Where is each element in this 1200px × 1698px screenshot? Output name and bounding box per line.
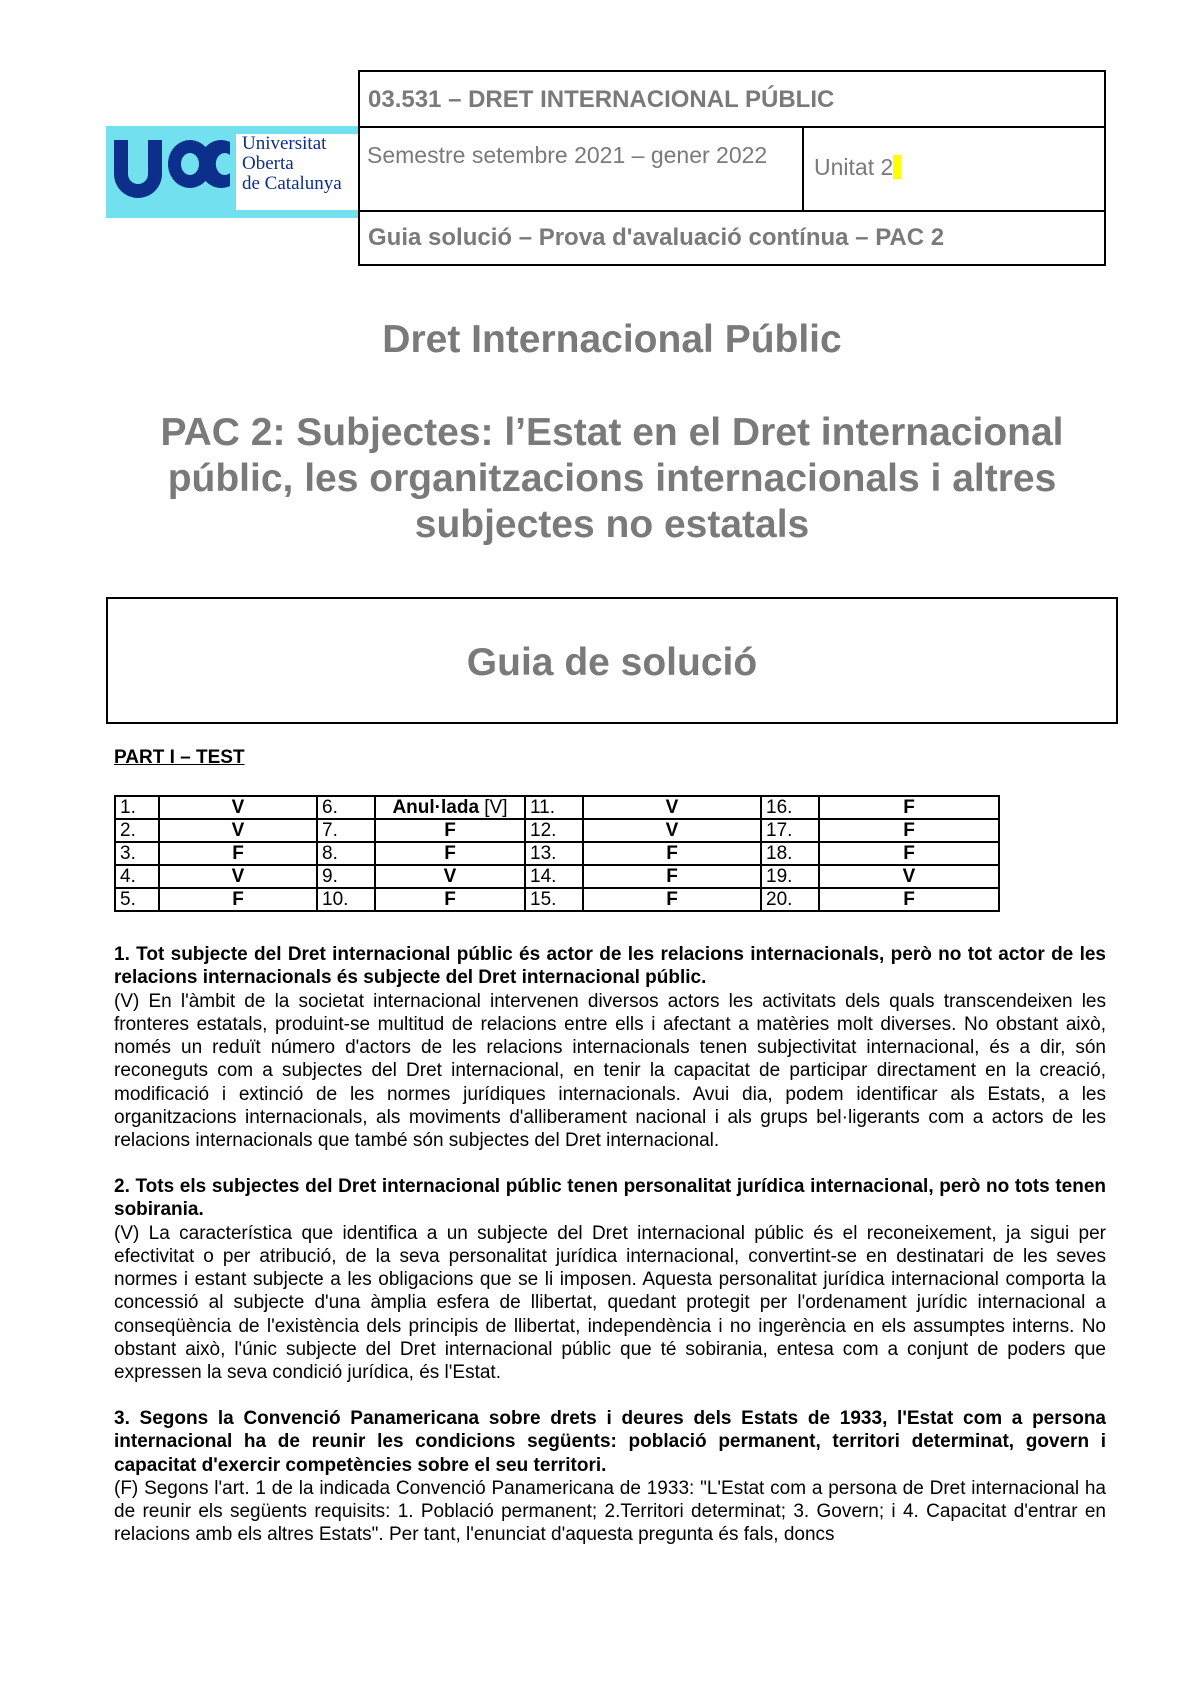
question-text: 3. Segons la Convenció Panamericana sobre drets i deures dels Estats de 1933, l'Estat com a persona internacional ha de reunir les condicions següents: població permanent, territori determinat, govern i capacitat d'exercir competències sobre el seu territori. <box>114 1408 1106 1476</box>
highlight-mark <box>893 155 901 179</box>
answer-value <box>375 842 525 865</box>
answers-row <box>115 819 999 842</box>
answers-row <box>115 796 999 819</box>
answer-value-text: V <box>665 797 679 818</box>
answer-text: (V) En l'àmbit de la societat internacional intervenen diversos actors les activitats dels quals transcendeixen les fronteres estatals, produint-se multitud de relacions entre ells i afectant a matèries molt diverses. No obstant això, només un reduït número d'actors de les relacions internacionals tenen subjectivitat internacional, és a dir, són reconeguts com a subjectes del Dret internacional, en tenir la capacitat de participar directament en la creació, modificació i extinció de les normes jurídiques internacionals. Avui dia, podem identificar als Estats, a les organitzacions internacionals, als moviments d'alliberament nacional i als grups bel·ligerants com a actors de les relacions internacionals que també són subjectes del Dret internacional. <box>114 990 1106 1152</box>
answer-number: 11. <box>525 796 583 819</box>
answer-value <box>819 842 999 865</box>
answer-number: 18. <box>761 842 819 865</box>
answer-number: 1. <box>115 796 159 819</box>
answer-number: 3. <box>115 842 159 865</box>
logo-line: de Catalunya <box>242 173 342 194</box>
answer-text: (V) La característica que identifica a un subjecte del Dret internacional públic és el reconeixement, ja sigui per efectivitat o per atribució, de la seva personalitat jurídica internacional, convertint-se en destinatari de les seves normes i estant subjecte a les obligacions que se li imposen. Aquesta personalitat jurídica internacional comporta la concessió al subjecte d'una àmplia esfera de llibertat, quedant protegit per l'ordenament jurídic internacional a conseqüència de l'existència dels principis de llibertat, independència i no ingerència en els assumptes interns. No obstant això, l'únic subjecte del Dret internacional públic que té sobirania, entesa com a conjunt de poders que expressen la seva condició jurídica, és l'Estat. <box>114 1222 1106 1384</box>
answers-table <box>114 795 1000 912</box>
uoc-logo-text <box>236 134 358 210</box>
document-title: Dret Internacional Públic <box>382 318 842 361</box>
answer-value <box>375 796 525 819</box>
answer-value <box>159 888 317 911</box>
subtitle-line: PAC 2: Subjectes: l’Estat en el Dret internacional <box>160 411 1064 454</box>
guide-box-title: Guia de solució <box>466 641 758 684</box>
answer-value <box>375 819 525 842</box>
subtitle-line: subjectes no estatals <box>414 503 810 546</box>
uoc-logo <box>106 126 358 218</box>
answer-value <box>375 888 525 911</box>
answer-value-text: F <box>232 889 244 910</box>
answer-value-text: F <box>666 889 678 910</box>
answer-value <box>583 819 761 842</box>
header-guide-row <box>360 212 1104 264</box>
header-box <box>358 70 1106 266</box>
answer-value-text: F <box>903 889 915 910</box>
answer-value <box>159 819 317 842</box>
answer-number: 13. <box>525 842 583 865</box>
answer-text: (F) Segons l'art. 1 de la indicada Convenció Panamericana de 1933: "L'Estat com a persona de Dret internacional ha de reunir els següents requisits: 1. Població permanent; 2.Territori determinat; 3. Govern; i 4. Capacitat d'entrar en relacions amb els altres Estats". Per tant, l'enunciat d'aquesta pregunta és fals, doncs <box>114 1477 1106 1546</box>
answer-number: 12. <box>525 819 583 842</box>
answer-value-text: V <box>231 866 245 887</box>
answer-note: [V] <box>479 797 508 818</box>
document-subtitle <box>0 410 1200 548</box>
answer-value-text: F <box>444 889 456 910</box>
answers-row <box>115 865 999 888</box>
answer-value <box>583 842 761 865</box>
answer-value-text: F <box>666 866 678 887</box>
answer-value-text: F <box>903 820 915 841</box>
course-title: 03.531 – DRET INTERNACIONAL PÚBLIC <box>368 86 835 113</box>
question-text: 1. Tot subjecte del Dret internacional públic és actor de les relacions internacionals, però no tot actor de les relacions internacionals és subjecte del Dret internacional públic. <box>114 944 1106 989</box>
answer-value-text: V <box>902 866 916 887</box>
answer-value <box>819 796 999 819</box>
answer-value-text: F <box>444 843 456 864</box>
question-2 <box>114 1175 1106 1385</box>
answer-value-text: F <box>232 843 244 864</box>
semester-cell <box>360 128 804 210</box>
answers-row <box>115 842 999 865</box>
answer-number: 7. <box>317 819 375 842</box>
question-text: 2. Tots els subjectes del Dret internacional públic tenen personalitat jurídica internacional, però no tots tenen sobirania. <box>114 1176 1106 1221</box>
answer-number: 15. <box>525 888 583 911</box>
answer-value <box>375 865 525 888</box>
header-course-row <box>360 72 1104 128</box>
answer-number: 10. <box>317 888 375 911</box>
answer-number: 9. <box>317 865 375 888</box>
answer-value <box>159 796 317 819</box>
answer-number: 6. <box>317 796 375 819</box>
answer-value <box>583 888 761 911</box>
answers-row <box>115 888 999 911</box>
answer-value <box>159 842 317 865</box>
question-1 <box>114 943 1106 1153</box>
answer-value <box>583 796 761 819</box>
guide-title: Guia solució – Prova d'avaluació contínua – PAC 2 <box>368 224 945 251</box>
answer-value <box>819 865 999 888</box>
answer-number: 2. <box>115 819 159 842</box>
logo-line: Oberta <box>242 153 294 174</box>
unit-cell <box>814 154 901 181</box>
answer-value-text: V <box>231 820 245 841</box>
unit-label: Unitat 2 <box>814 154 894 180</box>
answer-value-text: F <box>666 843 678 864</box>
answer-number: 4. <box>115 865 159 888</box>
answer-value <box>819 888 999 911</box>
uoc-logo-mark <box>106 126 230 218</box>
part-heading: PART I – TEST <box>114 747 245 768</box>
answer-number: 14. <box>525 865 583 888</box>
answer-value <box>583 865 761 888</box>
answer-value <box>819 819 999 842</box>
answer-value-text: V <box>231 797 245 818</box>
answer-value-text: V <box>665 820 679 841</box>
subtitle-line: públic, les organitzacions internacionals i altres <box>167 457 1057 500</box>
guide-box <box>106 597 1118 724</box>
header-semester-row <box>360 128 1104 212</box>
answer-value-text: F <box>903 797 915 818</box>
question-3 <box>114 1407 1106 1547</box>
answer-value <box>159 865 317 888</box>
answer-number: 16. <box>761 796 819 819</box>
logo-line: Universitat <box>242 133 327 154</box>
answer-number: 5. <box>115 888 159 911</box>
answer-number: 19. <box>761 865 819 888</box>
semester-text: Semestre setembre 2021 – gener 2022 <box>367 142 768 168</box>
answer-number: 20. <box>761 888 819 911</box>
answer-value-text: Anul·lada <box>392 797 480 818</box>
answer-value-text: F <box>903 843 915 864</box>
answer-value-text: F <box>444 820 456 841</box>
answer-value-text: V <box>443 866 457 887</box>
answer-number: 8. <box>317 842 375 865</box>
answer-number: 17. <box>761 819 819 842</box>
